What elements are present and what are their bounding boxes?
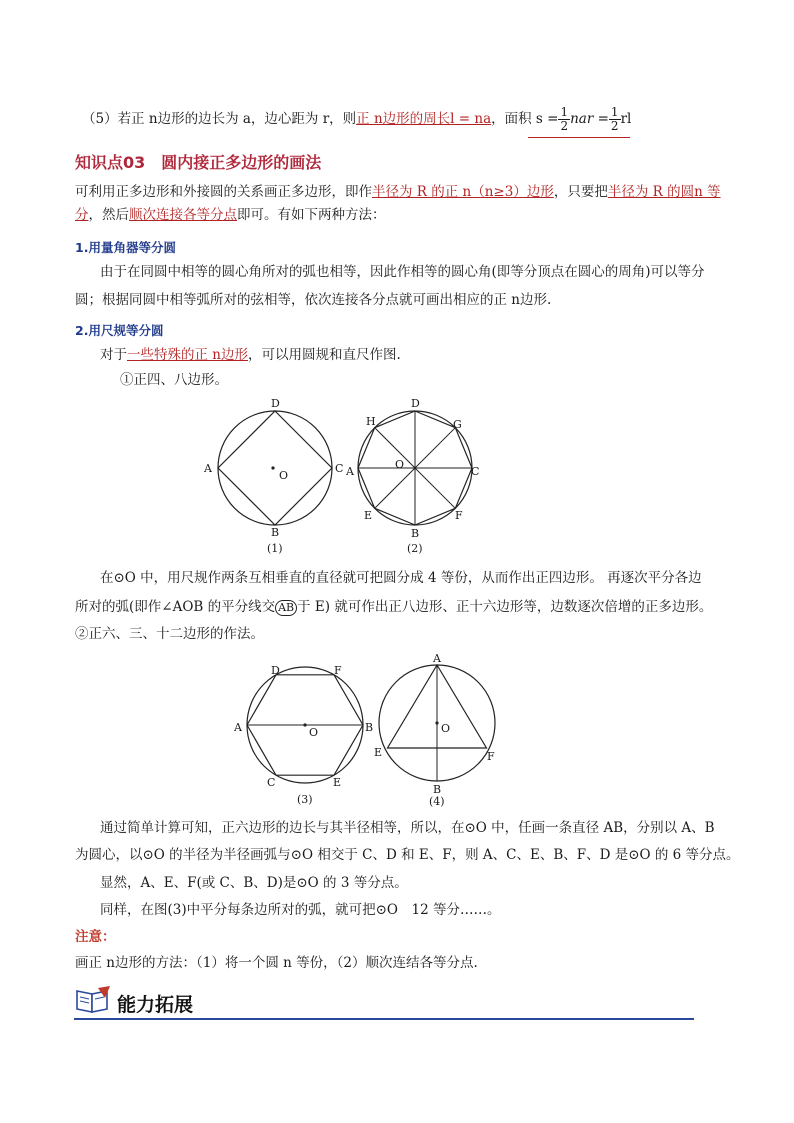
paragraph: 圆；根据同圆中相等弧所对的弦相等，依次连接各分点就可画出相应的正 n边形. xyxy=(75,292,552,308)
paragraph: 在⊙O 中，用尺规作两条互相垂直的直径就可把圆分成 4 等份，从而作出正四边形。 再逐次平分各边 xyxy=(100,570,702,586)
list-item: ①正四、八边形。 xyxy=(120,372,228,388)
label-H: H xyxy=(366,415,376,428)
label-A: A xyxy=(346,465,354,478)
figure-2 xyxy=(345,397,479,555)
label-O: O xyxy=(279,469,289,482)
label-G: G xyxy=(453,418,462,431)
heading-rule xyxy=(74,1018,694,1020)
label-E: E xyxy=(374,746,383,759)
underlined-term: 半径为 R 的正 n（n≥3）边形 xyxy=(372,184,554,200)
label-F: F xyxy=(487,750,495,763)
figure-3 xyxy=(233,664,373,806)
subheading: 1.用量角器等分圆 xyxy=(75,240,176,255)
label-B: B xyxy=(433,783,442,796)
paragraph: 显然，A、E、F(或 C、B、D)是⊙O 的 3 等分点。 xyxy=(100,875,408,891)
paragraph: 对于一些特殊的正 n边形，可以用圆规和直尺作图. xyxy=(100,347,401,363)
label-B: B xyxy=(271,526,280,539)
label-E: E xyxy=(364,509,373,522)
underlined-term: 半径为 R 的圆n 等 xyxy=(607,184,721,200)
figure-hexagon-triangle xyxy=(225,650,515,810)
label-A: A xyxy=(204,462,212,475)
section-title: 知识点03 圆内接正多边形的画法 xyxy=(75,153,322,172)
paragraph: 所对的弧(即作∠AOB 的平分线交 AB 于 E) 就可作出正八边形、正十六边形等，边数逐次倍增的正多边形。 xyxy=(75,599,713,615)
list-item: ②正六、三、十二边形的作法。 xyxy=(75,626,264,642)
label-F: F xyxy=(455,509,463,522)
paragraph: 可利用正多边形和外接圆的关系画正多边形，即作半径为 R 的正 n（n≥3）边形，只要把半径为 R 的圆n 等 xyxy=(75,184,721,200)
underlined-term: 一些特殊的正 n边形 xyxy=(127,347,248,363)
arc-symbol: AB xyxy=(275,600,297,616)
figure-4 xyxy=(374,652,495,808)
formula-line xyxy=(82,106,631,133)
label-E: E xyxy=(333,776,342,789)
paragraph: 分，然后顺次连接各等分点即可。有如下两种方法： xyxy=(75,207,386,223)
underline-rule xyxy=(528,137,630,138)
label-C: C xyxy=(267,776,276,789)
caption-4: (4) xyxy=(429,795,445,808)
note-label: 注意： xyxy=(75,929,116,945)
label-O: O xyxy=(395,458,405,471)
ability-heading: 能力拓展 xyxy=(117,994,194,1016)
label-C: C xyxy=(471,465,480,478)
label-O: O xyxy=(309,726,319,739)
text: nar = xyxy=(570,111,609,127)
label-A: A xyxy=(433,652,441,665)
label-D: D xyxy=(271,397,280,410)
underlined-term: 顺次连接各等分点 xyxy=(129,207,237,223)
paragraph: 为圆心，以⊙O 的半径为半径画弧与⊙O 相交于 C、D 和 E、F，则 A、C、E、B、F、D 是⊙O 的 6 等分点。 xyxy=(75,847,740,863)
paragraph: 通过简单计算可知，正六边形的边长与其半径相等，所以，在⊙O 中，任画一条直径 AB，分别以 A、B xyxy=(100,820,715,836)
caption-3: (3) xyxy=(297,793,313,806)
label-D: D xyxy=(411,397,420,410)
label-F: F xyxy=(334,664,342,677)
figure-square-octagon xyxy=(195,395,505,555)
fraction-half: $\frac{1}{2}$ xyxy=(560,105,569,133)
figure-1 xyxy=(203,397,343,555)
label-O: O xyxy=(441,722,451,735)
perimeter-formula: l = na xyxy=(450,111,492,127)
underlined-term: 正 n边形的周长 xyxy=(356,111,451,127)
label-B: B xyxy=(411,527,420,540)
label-D: D xyxy=(271,664,280,677)
caption-2: (2) xyxy=(407,542,423,555)
paragraph: 画正 n边形的方法：（1）将一个圆 n 等份，（2）顺次连结各等分点. xyxy=(75,955,478,971)
label-B: B xyxy=(365,721,374,734)
paragraph: 同样，在图(3)中平分每条边所对的弧，就可把⊙O 12 等分……。 xyxy=(100,902,501,918)
text: rl xyxy=(620,111,632,127)
subheading: 2.用尺规等分圆 xyxy=(75,323,164,338)
text: （5）若正 n边形的边长为 a，边心距为 r，则 xyxy=(82,111,357,127)
text: ，面积 s = xyxy=(491,111,559,127)
caption-1: (1) xyxy=(267,542,283,555)
fraction-half: $\frac{1}{2}$ xyxy=(610,105,619,133)
book-icon xyxy=(74,985,114,1015)
label-C: C xyxy=(335,462,344,475)
label-A: A xyxy=(234,721,242,734)
paragraph: 由于在同圆中相等的圆心角所对的弧也相等，因此作相等的圆心角(即等分顶点在圆心的周角)可以等分 xyxy=(100,264,705,280)
